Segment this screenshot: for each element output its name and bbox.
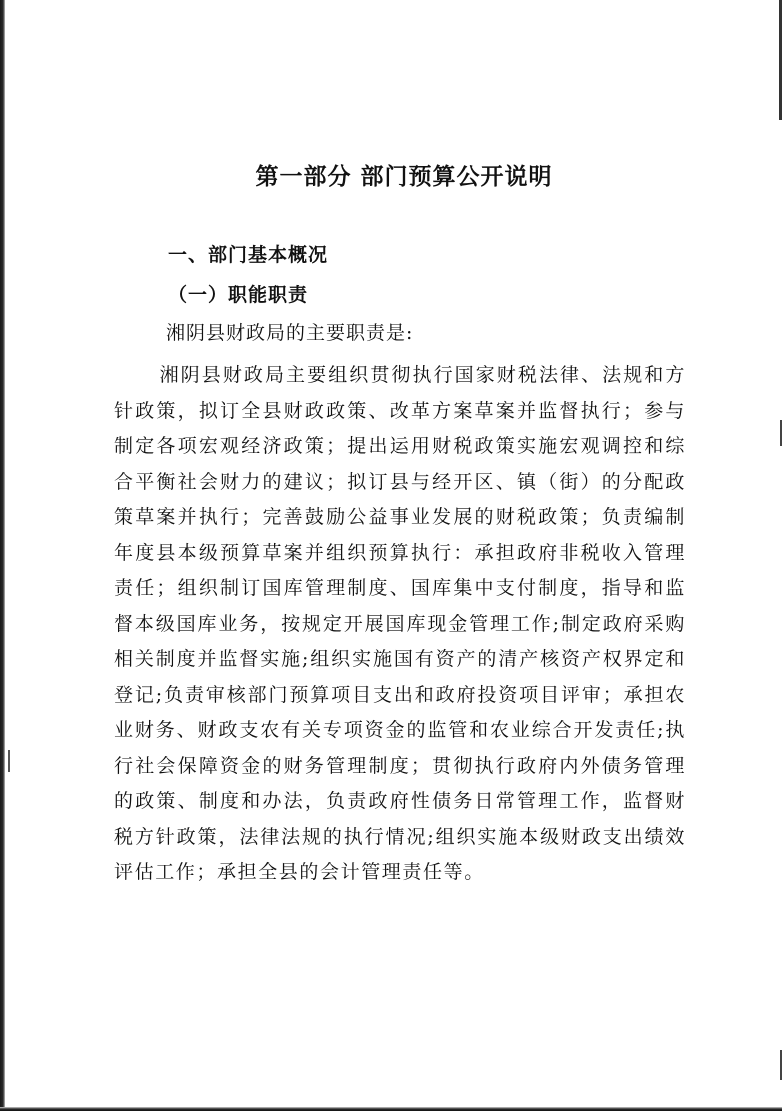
scan-left-edge — [0, 0, 5, 1111]
document-title: 第一部分 部门预算公开说明 — [255, 163, 553, 190]
section-heading: 一、部门基本概况 — [168, 244, 329, 266]
scan-left-mark — [8, 750, 10, 772]
body-paragraph: 湘阴县财政局主要组织贯彻执行国家财税法律、法规和方针政策，拟订全县财政政策、改革方案草案并监督执行；参与制定各项宏观经济政策；提出运用财税政策实施宏观调控和综合平衡社会财力的建议；拟订县与经开区、镇（街）的分配政策草案并执行；完善鼓励公益事业发展的财税政策；负责编制年度县本级预算草案并组织预算执行：承担政府非税收入管理责任；组织制订国库管理制度、国库集中支付制度，指导和监督本级国库业务，按规定开展国库现金管理工作;制定政府采购相关制度并监督实施;组织实施国有资产的清产核资产权界定和登记;负责审核部门预算项目支出和政府投资项目评审；承担农业财务、财政支农有关专项资金的监管和农业综合开发责任;执行社会保障资金的财务管理制度；贯彻执行政府内外债务管理的政策、制度和办法，负责政府性债务日常管理工作，监督财税方针政策，法律法规的执行情况;组织实施本级财政支出绩效评估工作；承担全县的会计管理责任等。 — [114, 364, 686, 883]
subsection-heading: （一）职能职责 — [168, 284, 309, 306]
scan-bottom-edge — [0, 1107, 782, 1111]
lead-sentence: 湘阴县财政局的主要职责是: — [166, 322, 414, 344]
